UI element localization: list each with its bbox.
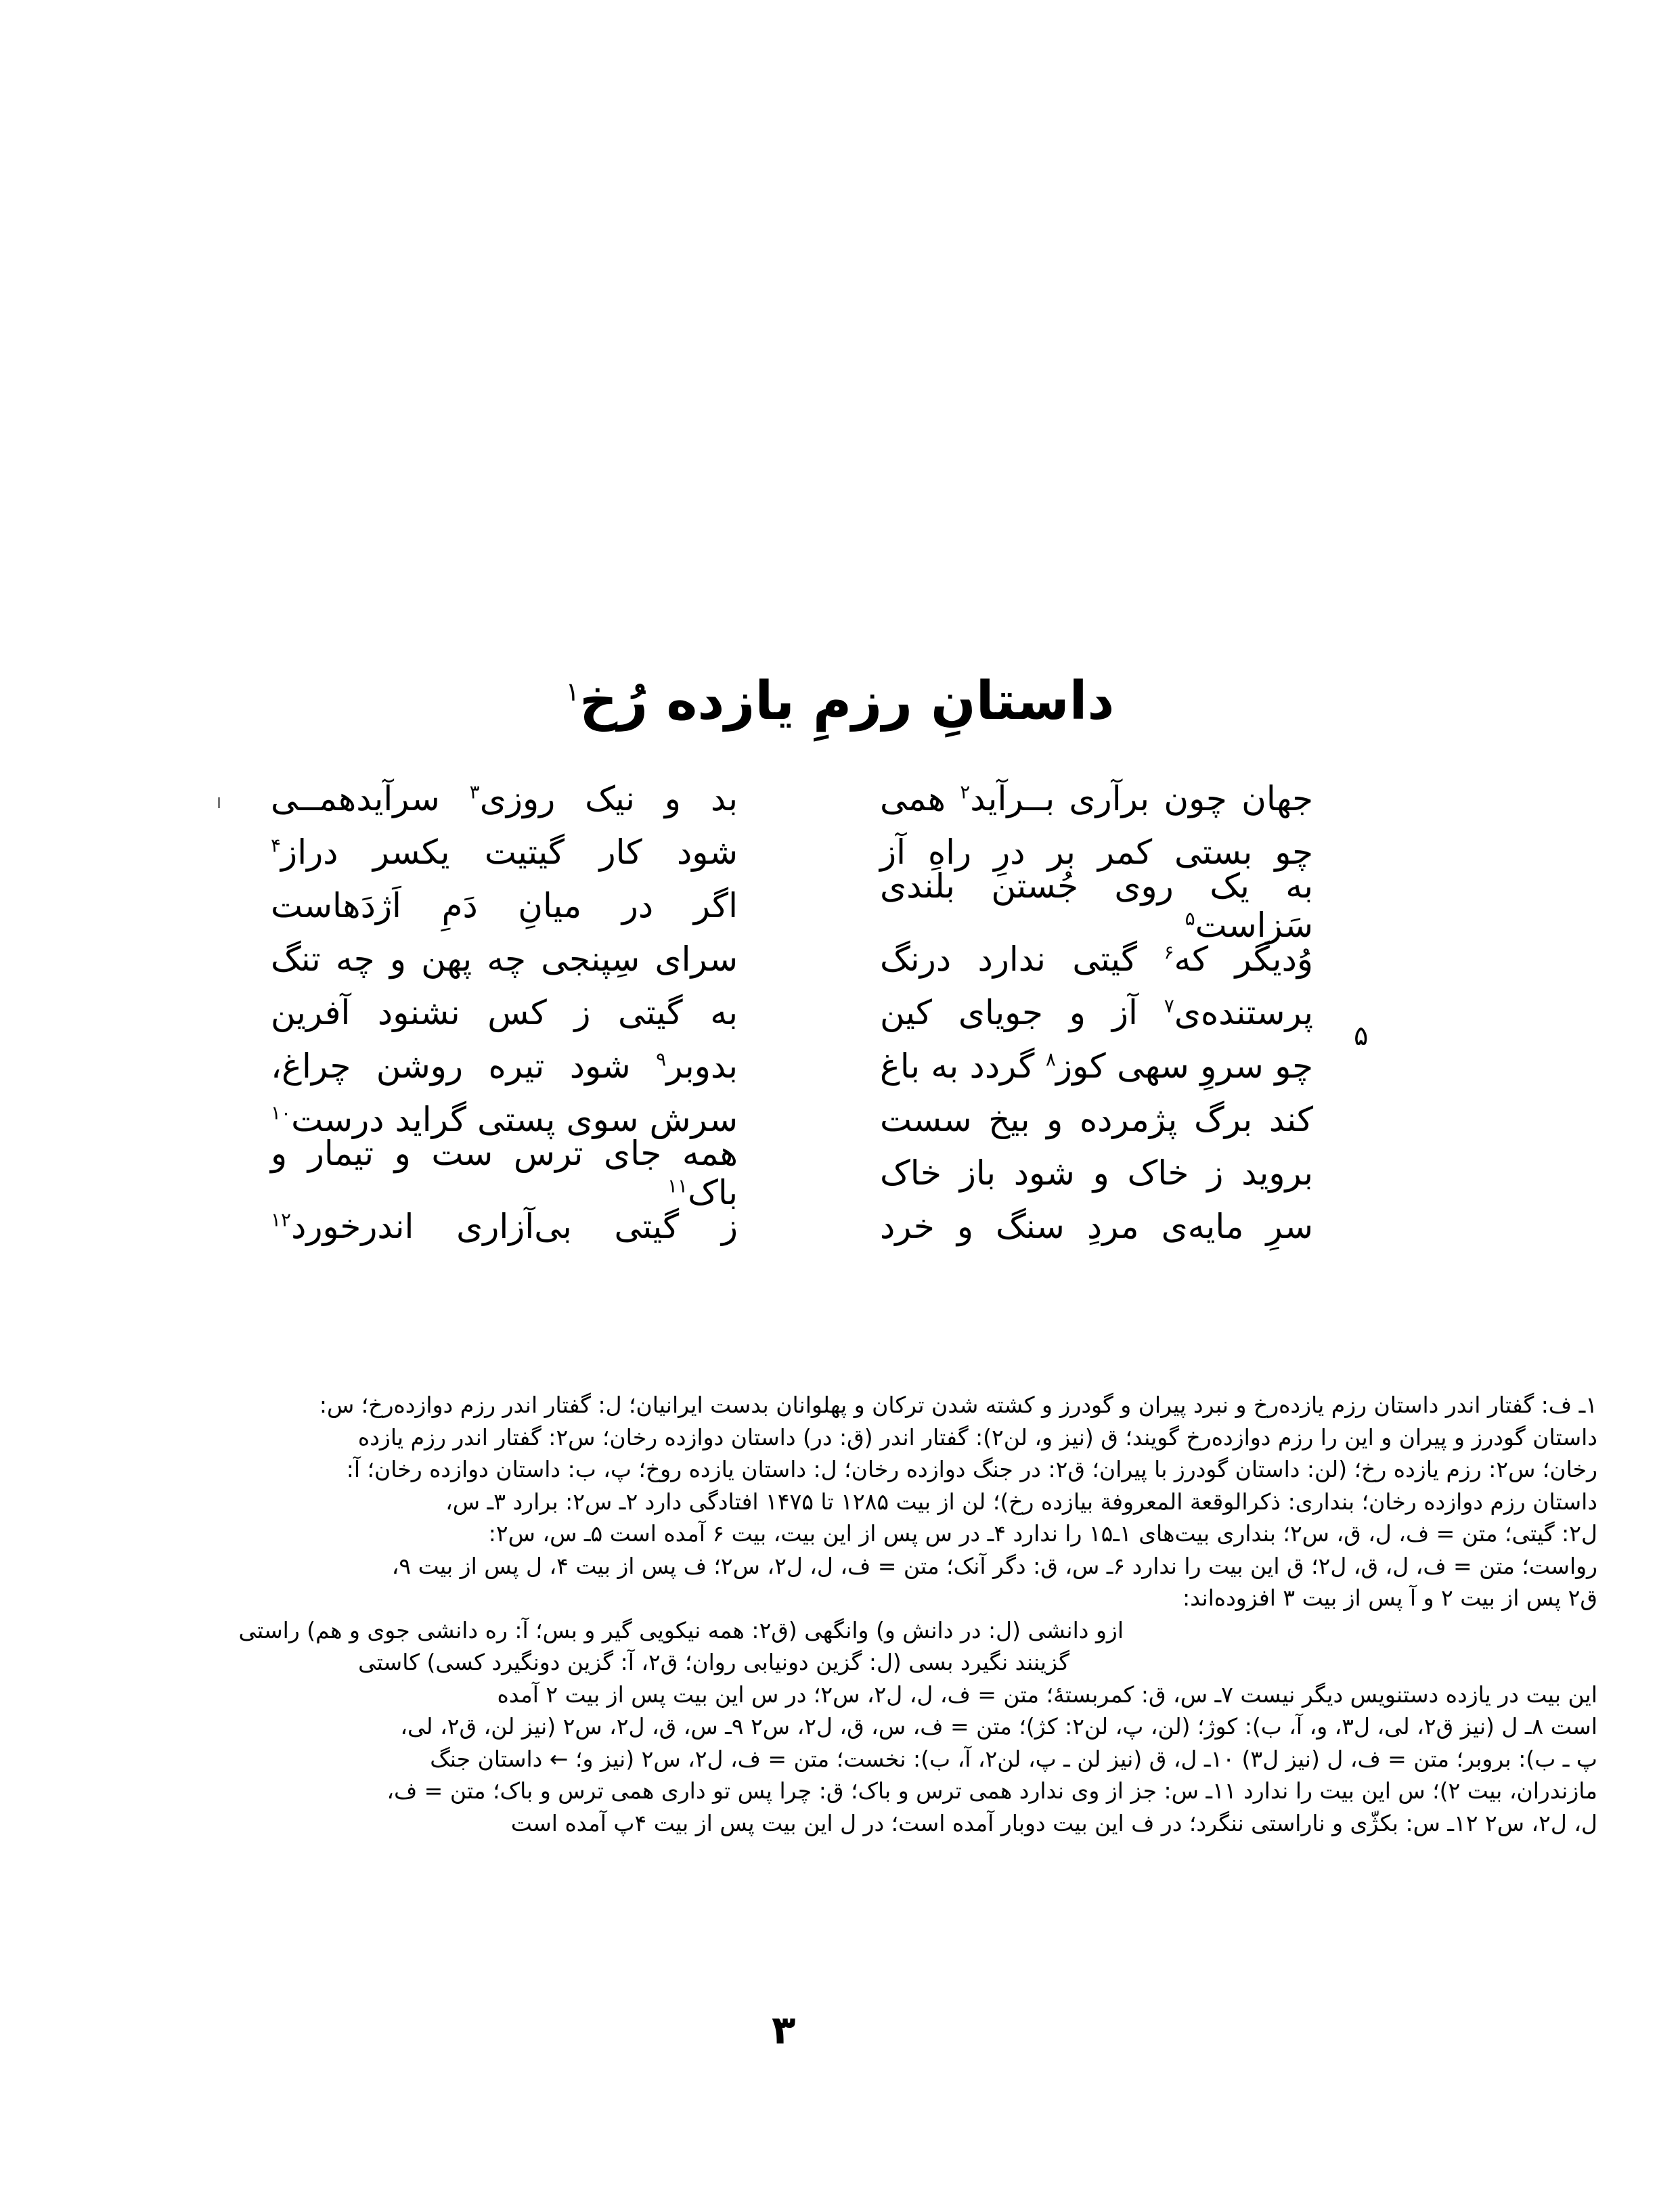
page-number: ۳ [772,2007,796,2053]
footnote-line: پ ـ ب): بروبر؛ متن = ف، ل (نیز ل۳) ۱۰ـ ل، ق (نیز لن ـ پ، لن۲، آ، ب): نخست؛ متن = ف، ل۲، س۲ (نیز و؛ ← داستان جنگ [430,1745,1597,1772]
hemistich-right: بروید ز خاک و شود باز خاک [880,1153,1313,1193]
beyt-9 [271,1199,1313,1253]
hemistich-left: سرای سِپنجی چه پهن و چه تنگ [271,939,738,979]
margin-mark [218,797,220,808]
footnote-line: این بیت در یازده دستنویس دیگر نیست ۷ـ س، ق: کمربستهٔ؛ متن = ف، ل، ل۲، س۲؛ در س این بیت پس از بیت ۲ آمده [497,1681,1597,1708]
footnote-line: مازندران، بیت ۲)؛ س این بیت را ندارد ۱۱ـ س: جز از وی ندارد همی ترس و باک؛ ق: چرا پس تو داری همی ترس و باک؛ متن = ف، [386,1777,1597,1804]
hemistich-right: چو بستی کمر بر درِ راهِ آز [880,832,1313,872]
hemistich-right: به یک روی جُستن بلندی سَزاست$^۵$ [880,866,1313,945]
hemistich-left: به گیتی ز کس نشنود آفرین [271,992,738,1032]
footnote-line: رواست؛ متن = ف، ل، ق، ل۲؛ ق این بیت را ندارد ۶ـ س، ق: دگر آنک؛ متن = ف، ل، ل۲، س۲؛ ف پس از بیت ۴، ل پس از بیت ۹، [391,1552,1597,1579]
footnotes-block [108,1389,1597,1839]
beyt-4 [271,932,1313,986]
hemistich-left: شود کار گیتیت یکسر دراز$^۴$ [271,832,738,872]
footnote-variant-verse: ازو دانشی (ل: در دانش و) وانگهی (ق۲: همه نیکویی گیر و بس؛ آ: ره دانشی جوی و هم) راستی [238,1616,1124,1643]
hemistich-left: بدوبر$^۹$ شود تیره روشن چراغ، [271,1046,738,1086]
hemistich-left: سرش سوی پستی گراید درست$^{۱۰}$ [271,1099,738,1139]
title-text: داستانِ رزمِ یازده رُخ [579,671,1115,732]
footnote-line: است ۸ـ ل (نیز ق۲، لی، ل۳، و، آ، ب): کوژ؛ (لن، پ، لن۲: کژ)؛ متن = ف، س، ق، ل۲، س۲ ۹ـ س، ق، ل۲، س۲ (نیز لن، ق۲، لی، [400,1713,1597,1740]
footnote-variant-verse: گزینند نگیرد بسی (ل: گزین دونیابی روان؛ ق۲، آ: گزین دونگیرد کسی) کاستی [358,1649,1069,1675]
beyt-8 [271,1133,1313,1212]
hemistich-right: پرستنده‌ی$^۷$ آز و جویای کین [880,992,1313,1032]
footnote-line: رخان؛ س۲: رزم یازده رخ؛ (لن: داستان گودرز با پیران؛ ق۲: در جنگ دوازده رخان؛ ل: داستان یازده روخ؛ پ، ب: داستان دوازده رخان؛ آ: [346,1456,1597,1482]
beyt-6 [271,1039,1313,1092]
beyt-5 [271,986,1313,1039]
footnote-line: داستان رزم دوازده رخان؛ بنداری: ذکرالوقعة المعروفة بیازده رخ)؛ لن از بیت ۱۲۸۵ تا ۱۴۷۵ افتادگی دارد ۲ـ س۲: برارد ۳ـ س، [445,1488,1597,1515]
hemistich-right: چو سروِ سهی کوز$^۸$ گردد به باغ [880,1046,1313,1086]
beyt-3 [271,866,1313,945]
hemistich-right: سرِ مایه‌ی مردِ سنگ و خرد [880,1206,1313,1246]
hemistich-left: ز گیتی بی‌آزاری اندرخورد$^{۱۲}$ [271,1206,738,1246]
footnote-line: ق۲ پس از بیت ۲ و آ پس از بیت ۳ افزوده‌اند: [1182,1585,1597,1611]
footnote-line: ل۲: گیتی؛ متن = ف، ل، ق، س۲؛ بنداری بیت‌های ۱ـ۱۵ را ندارد ۴ـ در س پس از این بیت، بیت ۶ آمده است ۵ـ س، س۲: [488,1520,1597,1547]
hemistich-right: جهان چون برآری بــرآید$^۲$ همی [880,778,1314,818]
title-footnote-marker: ۱ [565,677,580,707]
hemistich-left: بد و نیک روزی$^۳$ سرآیدهمــی [271,778,738,818]
hemistich-right: وُدیگر که$^۶$ گیتی ندارد درنگ [880,939,1313,979]
footnote-line: ۱ـ ف: گفتار اندر داستان رزم یازده‌رخ و نبرد پیران و گودرز و کشته شدن ترکان و پهلوانان بدست ایرانیان؛ ل: گفتار اندر رزم دوازده‌رخ؛ س: [319,1392,1597,1418]
beyt-1 [271,772,1313,825]
hemistich-left: همه جای ترس ست و تیمار و باک$^{۱۱}$ [271,1133,738,1212]
section-title [0,670,1680,734]
footnote-line: داستان گودرز و پیران و این را رزم دوازده‌رخ گویند؛ ق (نیز و، لن۲): گفتار اندر (ق: در) داستان دوازده رخان؛ س۲: گفتار اندر رزم یازده [357,1423,1597,1451]
hemistich-right: کند برگ پژمرده و بیخ سست [880,1099,1313,1139]
verse-block [271,772,1313,1253]
verse-line-number: ۵ [1354,1021,1369,1052]
footnote-line: ل، ل۲، س۲ ۱۲ـ س: بکژّی و ناراستی ننگرد؛ در ف این بیت دوبار آمده است؛ در ل این بیت پس از بیت ۴پ آمده است [510,1809,1597,1836]
hemistich-left: اگر در میانِ دَمِ اَژدَهاست [271,885,738,925]
